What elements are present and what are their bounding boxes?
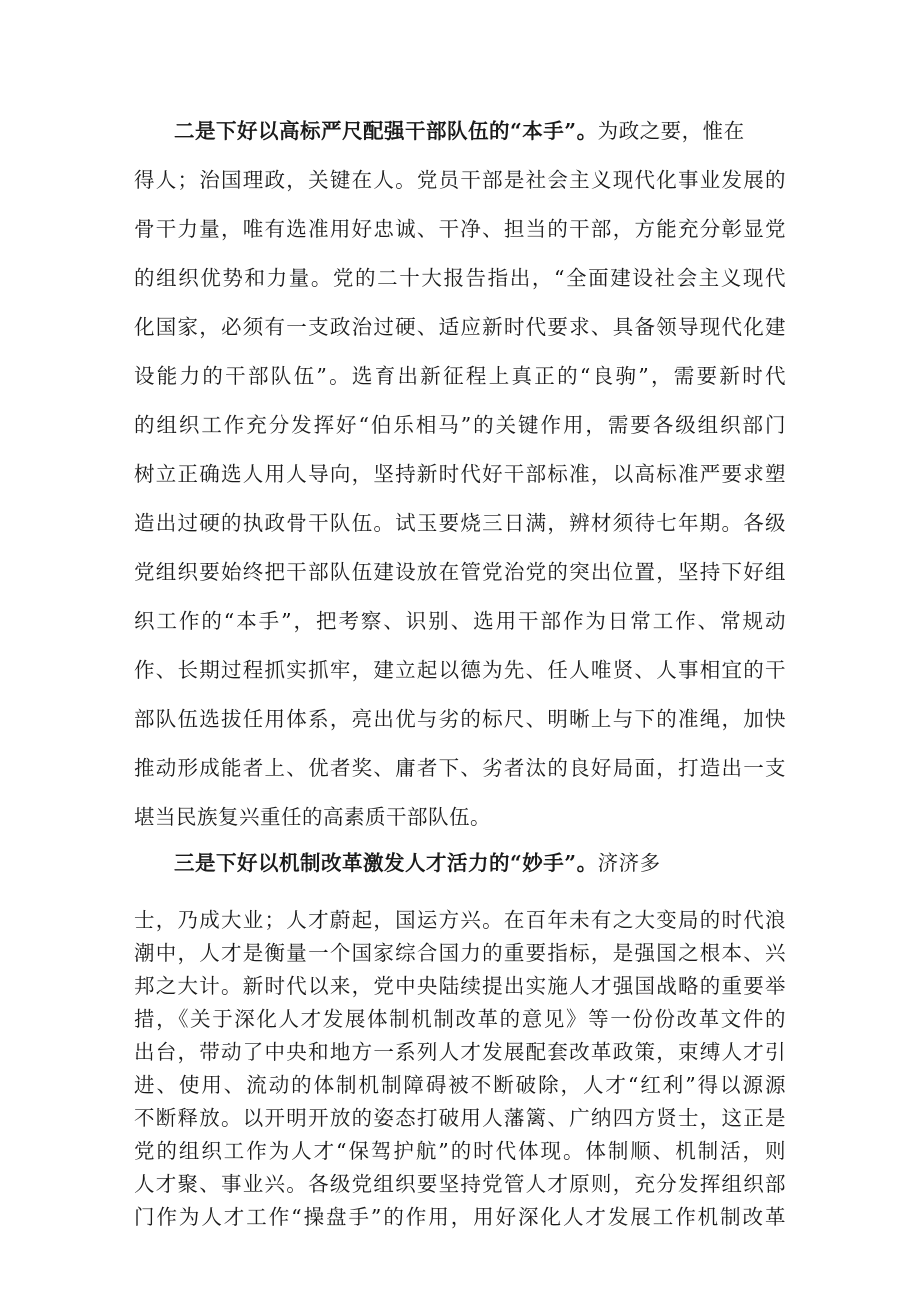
paragraph-line: 织工作的“本手”，把考察、识别、选用干部作为日常工作、常规动: [134, 609, 786, 633]
paragraph-line: 造出过硬的执政骨干队伍。试玉要烧三日满，辨材须待七年期。各级: [134, 511, 786, 535]
paragraph-line: 党的组织工作为人才“保驾护航”的时代体现。体制顺、机制活，则: [134, 1139, 786, 1163]
paragraph-line: 士，乃成大业；人才蔚起，国运方兴。在百年未有之大变局的时代浪: [134, 908, 786, 932]
paragraph-line: 不断释放。以开明开放的姿态打破用人藩篱、广纳四方贤士，这正是: [134, 1106, 786, 1130]
paragraph-line: 出台，带动了中央和地方一系列人才发展配套改革政策，束缚人才引: [134, 1040, 786, 1064]
paragraph-line: 门作为人才工作“操盘手”的作用，用好深化人才发展工作机制改革: [134, 1205, 786, 1229]
paragraph-first-line: [174, 846, 786, 880]
paragraph-line: 得人；治国理政，关键在人。党员干部是社会主义现代化事业发展的: [134, 168, 786, 192]
section-heading: 三是下好以机制改革激发人才活力的“妙手”。: [174, 851, 598, 875]
paragraph-line: 设能力的干部队伍”。选育出新征程上真正的“良驹”，需要新时代: [134, 364, 786, 388]
paragraph-line: 部队伍选拔任用体系，亮出优与劣的标尺、明晰上与下的准绳，加快: [134, 707, 786, 731]
paragraph-line: 骨干力量，唯有选准用好忠诚、干净、担当的干部，方能充分彰显党: [134, 217, 786, 241]
paragraph-line: 潮中，人才是衡量一个国家综合国力的重要指标，是强国之根本、兴: [134, 941, 786, 965]
paragraph-line: 作、长期过程抓实抓牢，建立起以德为先、任人唯贤、人事相宜的干: [134, 658, 786, 682]
paragraph-line: 人才聚、事业兴。各级党组织要坚持党管人才原则，充分发挥组织部: [134, 1172, 786, 1196]
paragraph-line: 的组织工作充分发挥好“伯乐相马”的关键作用，需要各级组织部门: [134, 413, 786, 437]
paragraph-line: 化国家，必须有一支政治过硬、适应新时代要求、具备领导现代化建: [134, 315, 786, 339]
paragraph-text: 为政之要，惟在: [597, 119, 745, 143]
paragraph-line: 措，《关于深化人才发展体制机制改革的意见》等一份份改革文件的: [134, 1007, 786, 1031]
paragraph-line: 树立正确选人用人导向，坚持新时代好干部标准，以高标准严要求塑: [134, 462, 786, 486]
paragraph-first-line: [174, 109, 786, 153]
paragraph-line: 进、使用、流动的体制机制障碍被不断破除，人才“红利”得以源源: [134, 1073, 786, 1097]
paragraph-text: 济济多: [597, 851, 661, 875]
paragraph-line: 邦之大计。新时代以来，党中央陆续提出实施人才强国战略的重要举: [134, 974, 786, 998]
paragraph-last-line: 堪当民族复兴重任的高素质干部队伍。: [134, 805, 491, 829]
paragraph-line: 推动形成能者上、优者奖、庸者下、劣者汰的良好局面，打造出一支: [134, 756, 786, 780]
paragraph-line: 党组织要始终把干部队伍建设放在管党治党的突出位置，坚持下好组: [134, 560, 786, 584]
paragraph-line: 的组织优势和力量。党的二十大报告指出，“全面建设社会主义现代: [134, 266, 786, 290]
section-heading: 二是下好以高标严尺配强干部队伍的“本手”。: [174, 119, 598, 143]
